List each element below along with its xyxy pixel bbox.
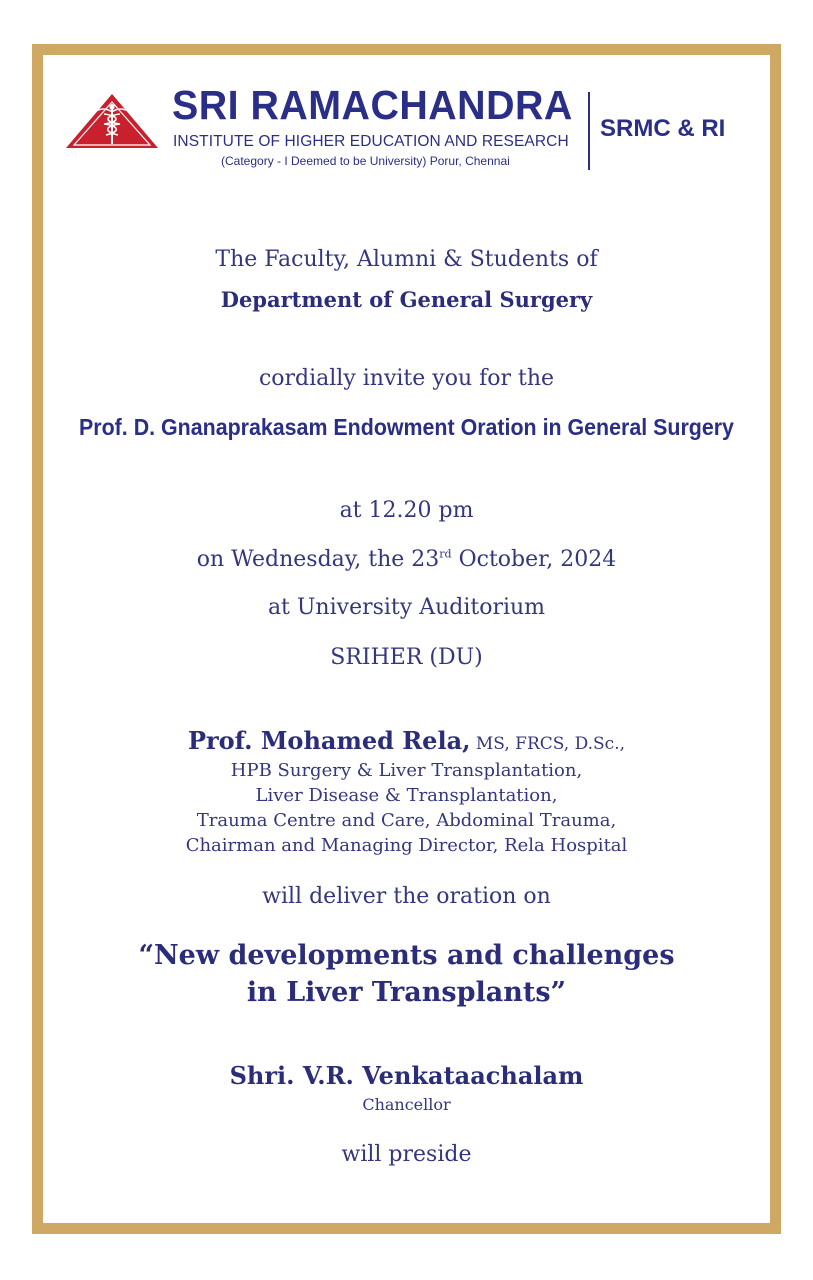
department-name: Department of General Surgery [220,287,593,312]
brand-abbreviation: SRMC & RI [600,115,726,142]
host-line: The Faculty, Alumni & Students of [215,247,598,272]
oration-intro: will deliver the oration on [262,884,551,909]
brand-name: SRI RAMACHANDRA [172,82,573,128]
institution-logo-icon [64,92,160,150]
speaker-detail: Chairman and Managing Director, Rela Hospital [185,835,628,856]
event-date [0,547,813,572]
oration-title-line1: “New developments and challenges [138,940,675,971]
speaker-detail: HPB Surgery & Liver Transplantation, [230,760,583,781]
presiding-name: Shri. V.R. Venkataachalam [229,1061,584,1090]
institution-header [64,82,764,174]
brand-divider [588,92,590,170]
presiding-role: Chancellor [362,1095,451,1114]
invite-line: cordially invite you for the [258,366,555,391]
event-time: at 12.20 pm [339,498,474,523]
invitation-border [32,44,781,1234]
date-prefix: on Wednesday, the 23 [196,547,440,572]
brand-subtitle: INSTITUTE OF HIGHER EDUCATION AND RESEARCH [173,133,569,150]
oration-title-line2: in Liver Transplants” [246,977,567,1008]
date-ordinal: rd [439,547,452,561]
presiding-closing: will preside [341,1142,472,1167]
event-institution: SRIHER (DU) [330,645,483,670]
speaker-detail: Trauma Centre and Care, Abdominal Trauma, [196,810,617,831]
speaker-detail: Liver Disease & Transplantation, [255,785,558,806]
speaker-qualifications: MS, FRCS, D.Sc., [470,734,625,754]
event-venue: at University Auditorium [267,595,546,620]
date-suffix: October, 2024 [451,547,617,572]
event-title: Prof. D. Gnanaprakasam Endowment Oration in General Surgery [79,414,734,440]
brand-category: (Category - I Deemed to be University) Porur, Chennai [221,154,510,168]
speaker-line [0,726,813,755]
speaker-name: Prof. Mohamed Rela, [187,726,471,755]
